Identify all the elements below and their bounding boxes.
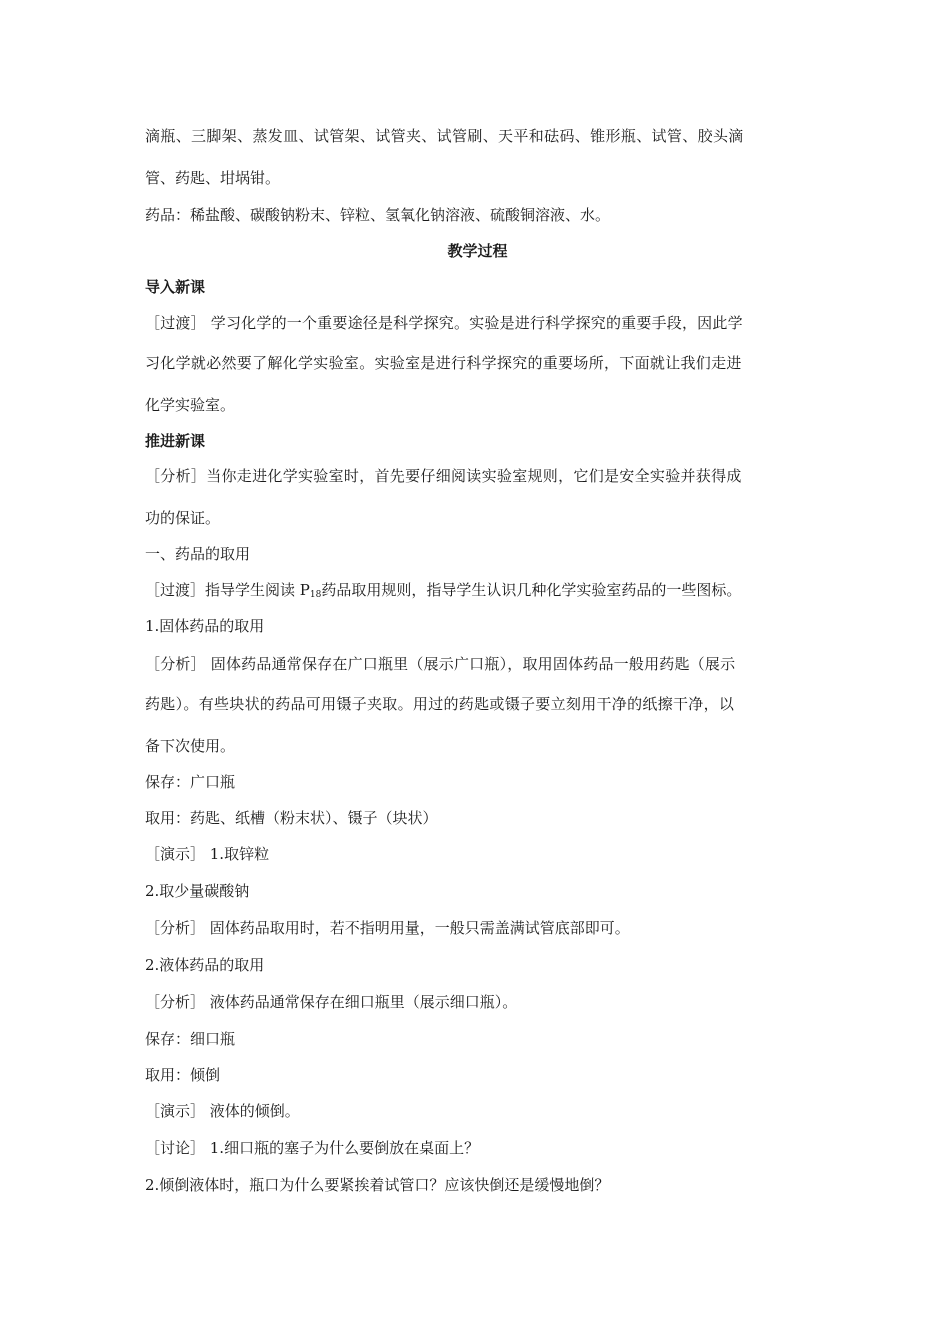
paragraph-solid-analysis-line-2: 药匙）。有些块状的药品可用镊子夹取。用过的药匙或镊子要立刻用干净的纸擦干净，以 <box>145 695 735 713</box>
discussion-question-2: 2.倾倒液体时，瓶口为什么要紧挨着试管口？应该快倒还是缓慢地倒？ <box>145 1176 610 1194</box>
paragraph-solid-amount: ［分析］ 固体药品取用时，若不指明用量，一般只需盖满试管底部即可。 <box>145 919 630 937</box>
paragraph-analysis-line-2: 功的保证。 <box>145 509 221 527</box>
paragraph-liquid-analysis: ［分析］ 液体药品通常保存在细口瓶里（展示细口瓶）。 <box>145 993 518 1011</box>
paragraph-transition-line-2: 习化学就必然要了解化学实验室。实验室是进行科学探究的重要场所，下面就让我们走进 <box>145 354 742 372</box>
subheading-solid-drugs: 1.固体药品的取用 <box>145 617 265 635</box>
transition-rules-after: 药品取用规则，指导学生认识几种化学实验室药品的一些图标。 <box>321 581 742 599</box>
paragraph-analysis-line-1: ［分析］当你走进化学实验室时，首先要仔细阅读实验室规则，它们是安全实验并获得成 <box>145 467 742 485</box>
chemicals-list: 药品：稀盐酸、碳酸钠粉末、锌粒、氢氧化钠溶液、硫酸铜溶液、水。 <box>145 206 611 224</box>
demo-take-zinc: ［演示］ 1.取锌粒 <box>145 845 270 863</box>
section-title-teaching-process: 教学过程 <box>447 242 508 260</box>
equipment-list-line-1: 滴瓶、三脚架、蒸发皿、试管架、试管夹、试管刷、天平和砝码、锥形瓶、试管、胶头滴 <box>145 127 744 145</box>
discussion-question-1: ［讨论］ 1.细口瓶的塞子为什么要倒放在桌面上？ <box>145 1139 480 1157</box>
liquid-retrieval: 取用：倾倒 <box>145 1066 221 1084</box>
demo-liquid-pouring: ［演示］ 液体的倾倒。 <box>145 1102 300 1120</box>
transition-rules-before: ［过渡］指导学生阅读 P <box>145 581 310 599</box>
equipment-list-line-2: 管、药匙、坩埚钳。 <box>145 169 281 187</box>
paragraph-transition-rules <box>145 580 810 605</box>
subheading-liquid-drugs: 2.液体药品的取用 <box>145 956 265 974</box>
heading-introduction: 导入新课 <box>145 278 206 296</box>
paragraph-solid-analysis-line-3: 备下次使用。 <box>145 737 236 755</box>
solid-retrieval: 取用：药匙、纸槽（粉末状）、镊子（块状） <box>145 809 438 827</box>
subheading-drug-handling: 一、药品的取用 <box>145 545 251 563</box>
paragraph-transition-line-3: 化学实验室。 <box>145 396 236 414</box>
page-number-subscript: 18 <box>309 590 322 600</box>
paragraph-solid-analysis-line-1: ［分析］ 固体药品通常保存在广口瓶里（展示广口瓶），取用固体药品一般用药匙（展示 <box>145 655 736 673</box>
demo-take-sodium-carbonate: 2.取少量碳酸钠 <box>145 882 250 900</box>
solid-storage: 保存：广口瓶 <box>145 773 236 791</box>
liquid-storage: 保存：细口瓶 <box>145 1030 236 1048</box>
paragraph-transition-line-1: ［过渡］ 学习化学的一个重要途径是科学探究。实验是进行科学探究的重要手段，因此学 <box>145 314 743 332</box>
heading-new-lesson: 推进新课 <box>145 432 206 450</box>
